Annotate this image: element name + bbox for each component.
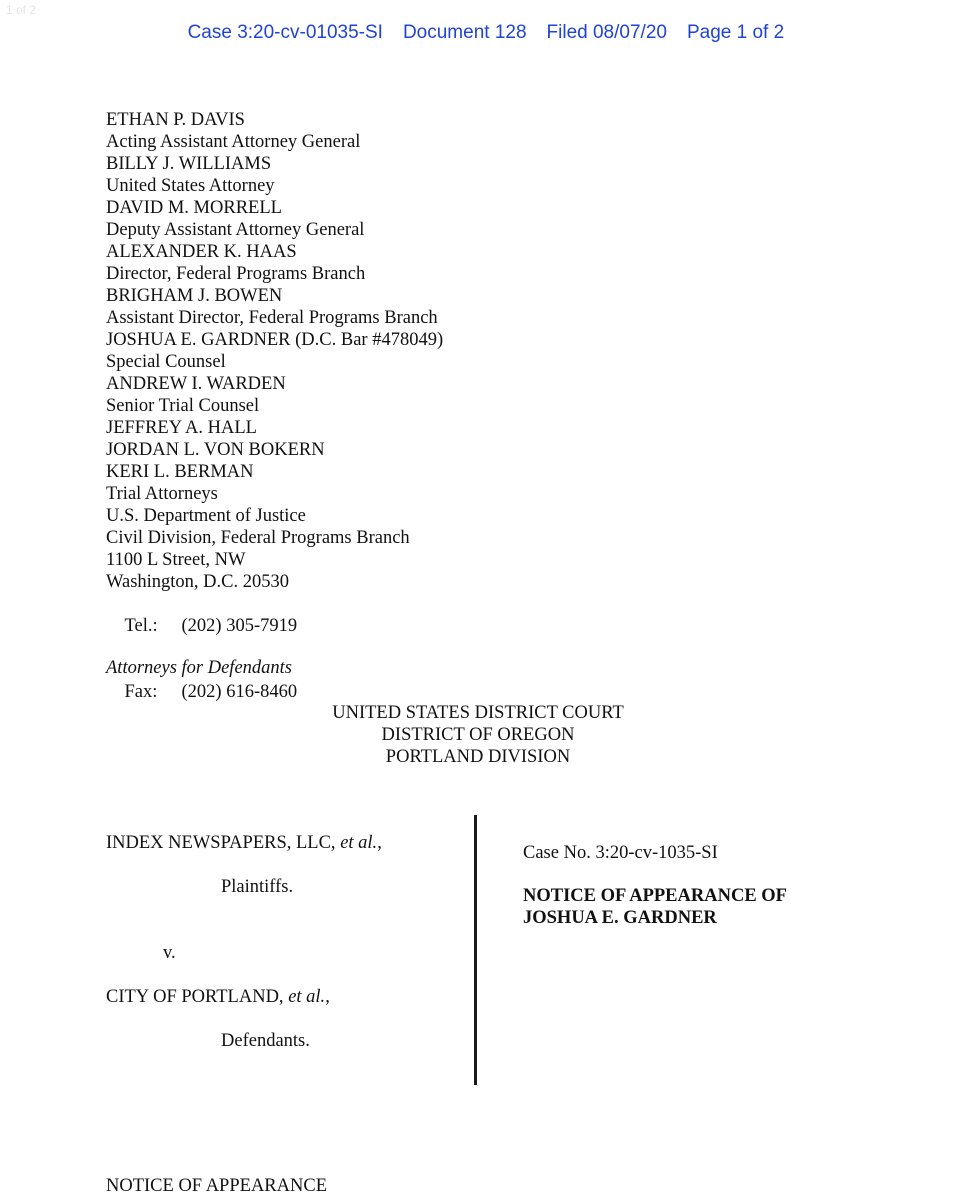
counsel-line: United States Attorney xyxy=(106,176,275,196)
caption-divider xyxy=(474,815,477,1085)
ecf-header xyxy=(177,0,804,44)
fax-label: Fax: xyxy=(124,682,158,702)
counsel-line: 1100 L Street, NW xyxy=(106,550,246,570)
counsel-line: Assistant Director, Federal Programs Branch xyxy=(106,308,438,328)
ecf-filed-date: Filed 08/07/20 xyxy=(546,22,667,43)
ecf-document-number: Document 128 xyxy=(402,22,527,43)
counsel-list xyxy=(106,109,443,593)
counsel-line: U.S. Department of Justice xyxy=(106,506,306,526)
counsel-line: Director, Federal Programs Branch xyxy=(106,264,366,284)
counsel-line: KERI L. BERMAN xyxy=(106,462,254,482)
ecf-case-number: Case 3:20-cv-01035-SI xyxy=(187,22,383,43)
plaintiff-name-text: INDEX NEWSPAPERS, LLC, xyxy=(106,833,341,853)
attorneys-for-defendants: Attorneys for Defendants xyxy=(106,658,293,678)
defendant-et-al: et al. xyxy=(288,987,326,1007)
defendant-name xyxy=(106,987,330,1008)
footer-label: NOTICE OF APPEARANCE xyxy=(106,1176,327,1196)
versus-label: v. xyxy=(163,943,176,963)
counsel-line: ALEXANDER K. HAAS xyxy=(106,242,297,262)
defendants-label: Defendants. xyxy=(221,1031,310,1051)
counsel-line: Special Counsel xyxy=(106,352,226,372)
plaintiff-suffix: , xyxy=(377,833,382,853)
counsel-line: DAVID M. MORRELL xyxy=(106,198,282,218)
counsel-line: BILLY J. WILLIAMS xyxy=(106,154,272,174)
counsel-line: Deputy Assistant Attorney General xyxy=(106,220,365,240)
defendant-suffix: , xyxy=(325,987,330,1007)
court-division: PORTLAND DIVISION xyxy=(385,747,571,767)
notice-title xyxy=(523,885,787,929)
counsel-line: JEFFREY A. HALL xyxy=(106,418,257,438)
counsel-line: Civil Division, Federal Programs Branch xyxy=(106,528,410,548)
page-indicator: 1 of 2 xyxy=(6,3,37,17)
notice-title-line-1: NOTICE OF APPEARANCE OF xyxy=(523,886,787,906)
defendant-name-text: CITY OF PORTLAND, xyxy=(106,987,289,1007)
counsel-line: ANDREW I. WARDEN xyxy=(106,374,286,394)
notice-title-line-2: JOSHUA E. GARDNER xyxy=(523,908,717,928)
counsel-line: BRIGHAM J. BOWEN xyxy=(106,286,283,306)
plaintiff-name xyxy=(106,833,382,854)
telephone-label: Tel.: xyxy=(124,616,158,636)
court-name: UNITED STATES DISTRICT COURT xyxy=(332,703,624,723)
plaintiff-et-al: et al. xyxy=(340,833,378,853)
telephone-line xyxy=(106,593,443,659)
ecf-page-number: Page 1 of 2 xyxy=(686,22,785,43)
court-district: DISTRICT OF OREGON xyxy=(381,725,575,745)
counsel-line: JORDAN L. VON BOKERN xyxy=(106,440,325,460)
case-number: Case No. 3:20-cv-1035-SI xyxy=(523,843,718,863)
counsel-line: ETHAN P. DAVIS xyxy=(106,110,245,130)
plaintiffs-label: Plaintiffs. xyxy=(221,877,294,897)
counsel-line: Washington, D.C. 20530 xyxy=(106,572,289,592)
court-caption xyxy=(0,702,956,768)
counsel-line: Trial Attorneys xyxy=(106,484,218,504)
counsel-block xyxy=(106,109,443,725)
counsel-line: Senior Trial Counsel xyxy=(106,396,260,416)
counsel-line: JOSHUA E. GARDNER (D.C. Bar #478049) xyxy=(106,330,444,350)
counsel-line: Acting Assistant Attorney General xyxy=(106,132,361,152)
telephone-value: (202) 305-7919 xyxy=(181,616,298,636)
fax-value: (202) 616-8460 xyxy=(181,682,298,702)
